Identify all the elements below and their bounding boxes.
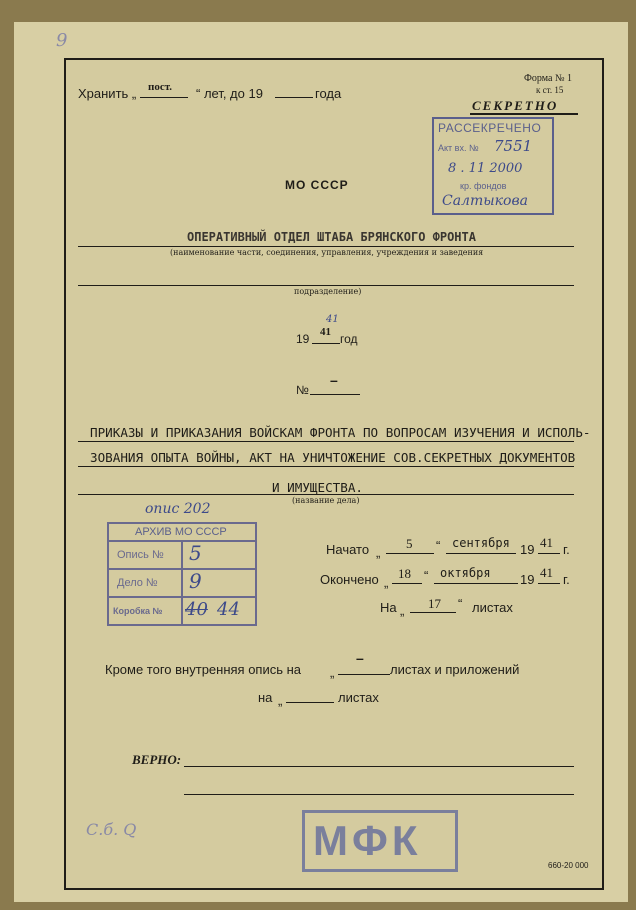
started-year-prefix: 19 bbox=[520, 542, 535, 557]
case-title-line3: И ИМУЩЕСТВА. bbox=[272, 480, 363, 495]
ended-quote-open: „ bbox=[384, 575, 389, 590]
number-line bbox=[310, 394, 360, 395]
verno-line bbox=[184, 766, 574, 767]
started-day-line bbox=[386, 553, 434, 554]
declassified-signature: Салтыкова bbox=[442, 193, 528, 209]
archive-stamp-title-row bbox=[107, 522, 257, 542]
declassified-title: РАССЕКРЕЧЕНО bbox=[438, 121, 542, 135]
inventory-suffix: листах и приложений bbox=[390, 662, 520, 677]
number-label: № bbox=[296, 383, 309, 397]
sheets-quote-open: „ bbox=[400, 603, 405, 618]
started-month: сентября bbox=[452, 536, 510, 550]
unit-caption: (наименование части, соединения, управления, учреждения и заведения bbox=[170, 248, 484, 257]
keep-year-suffix: года bbox=[315, 86, 342, 101]
appendix-suffix: листах bbox=[338, 690, 379, 705]
secrecy-underline bbox=[470, 113, 578, 115]
archive-delo-row bbox=[107, 568, 257, 598]
year-suffix: год bbox=[340, 332, 358, 346]
declassified-fund-label: кр. фондов bbox=[460, 181, 507, 191]
secrecy-label: СЕКРЕТНО bbox=[472, 98, 559, 113]
inventory-line bbox=[338, 674, 390, 675]
unit-line bbox=[78, 246, 574, 247]
appendix-quote-open: „ bbox=[278, 693, 283, 708]
subdivision-caption: подразделение) bbox=[294, 287, 362, 296]
verno-line-2 bbox=[184, 794, 574, 795]
keep-term: пост. bbox=[148, 81, 173, 93]
archive-stamp bbox=[107, 522, 257, 626]
ended-month-line bbox=[434, 583, 518, 584]
sheets-line bbox=[410, 612, 456, 613]
inventory-value: – bbox=[356, 650, 364, 666]
case-title-rule2 bbox=[78, 466, 574, 467]
archive-box-label: Коробка № bbox=[113, 606, 163, 616]
archive-opis-row bbox=[107, 540, 257, 570]
started-year-line bbox=[538, 553, 560, 554]
started-quote-close: “ bbox=[436, 538, 441, 553]
archive-box-row bbox=[107, 596, 257, 626]
unit-name: ОПЕРАТИВНЫЙ ОТДЕЛ ШТАБА БРЯНСКОГО ФРОНТА bbox=[187, 230, 476, 244]
keep-term-line bbox=[140, 97, 188, 98]
case-title-rule1 bbox=[78, 441, 574, 442]
year-line bbox=[312, 343, 340, 344]
declassified-stamp bbox=[432, 117, 554, 215]
started-label: Начато bbox=[326, 542, 370, 557]
inventory-quote-open: „ bbox=[330, 665, 335, 680]
number-value: – bbox=[330, 372, 338, 388]
case-title-caption: (название дела) bbox=[292, 496, 360, 505]
footer-code: 660-20 000 bbox=[548, 861, 589, 870]
ended-label: Окончено bbox=[320, 572, 379, 587]
inventory-prefix: Кроме того внутренняя опись на bbox=[105, 662, 302, 677]
ended-year-line bbox=[538, 583, 560, 584]
ended-year: 41 bbox=[540, 565, 553, 580]
declassified-date: 8 . 11 2000 bbox=[448, 161, 523, 176]
sheets-value: 17 bbox=[428, 596, 441, 611]
declassified-act-label: Акт вх. № bbox=[438, 143, 479, 153]
ended-year-prefix: 19 bbox=[520, 572, 535, 587]
case-title-line2: ЗОВАНИЯ ОПЫТА ВОЙНЫ, АКТ НА УНИЧТОЖЕНИЕ СОВ.СЕКРЕТНЫХ ДОКУМЕНТОВ bbox=[90, 450, 576, 465]
case-title-line1: ПРИКАЗЫ И ПРИКАЗАНИЯ ВОЙСКАМ ФРОНТА ПО ВОПРОСАМ ИЗУЧЕНИЯ И ИСПОЛЬ- bbox=[90, 425, 591, 440]
archive-box-struck: 40 bbox=[185, 599, 208, 620]
ended-day-line bbox=[392, 583, 422, 584]
sheets-label: На bbox=[380, 600, 397, 615]
mfk-stamp-text: МФК bbox=[313, 817, 422, 864]
archive-opis-value: 5 bbox=[189, 541, 202, 565]
case-title-rule3 bbox=[78, 494, 574, 495]
mfk-stamp bbox=[302, 810, 458, 872]
keep-until: “ лет, до 19 bbox=[196, 86, 263, 101]
started-quote-open: „ bbox=[376, 545, 381, 560]
ended-month: октября bbox=[440, 566, 491, 580]
started-year: 41 bbox=[540, 535, 553, 550]
archive-handwritten-top: опис 202 bbox=[145, 501, 211, 517]
ended-suffix: г. bbox=[563, 572, 570, 587]
ministry-title: МО СССР bbox=[285, 178, 349, 192]
keep-year-line bbox=[275, 97, 313, 98]
started-day: 5 bbox=[406, 536, 413, 551]
corner-mark: 9 bbox=[56, 30, 68, 51]
appendix-prefix: на bbox=[258, 690, 273, 705]
declassified-act-number: 7551 bbox=[494, 137, 533, 155]
ended-day: 18 bbox=[398, 566, 411, 581]
ended-quote-close: “ bbox=[424, 568, 429, 583]
form-reference: к ст. 15 bbox=[536, 85, 564, 95]
year-handwritten: 41 bbox=[326, 314, 339, 325]
keep-prefix: Хранить „ bbox=[78, 86, 137, 101]
year-value: 41 bbox=[320, 326, 331, 338]
archive-delo-label: Дело № bbox=[117, 577, 158, 589]
archive-delo-value: 9 bbox=[189, 569, 202, 593]
form-number: Форма № 1 bbox=[524, 73, 572, 84]
appendix-line bbox=[286, 702, 334, 703]
sheets-suffix: листах bbox=[472, 600, 513, 615]
bottom-handwritten: С.б. Q bbox=[86, 820, 137, 839]
started-month-line bbox=[446, 553, 516, 554]
subdivision-line bbox=[78, 285, 574, 286]
verno-label: ВЕРНО: bbox=[132, 752, 182, 767]
year-prefix: 19 bbox=[296, 332, 310, 346]
sheets-quote-close: “ bbox=[458, 596, 463, 611]
archive-opis-label: Опись № bbox=[117, 549, 164, 561]
archive-stamp-title: АРХИВ МО СССР bbox=[135, 526, 227, 538]
archive-box-value: 44 bbox=[217, 599, 240, 620]
started-suffix: г. bbox=[563, 542, 570, 557]
